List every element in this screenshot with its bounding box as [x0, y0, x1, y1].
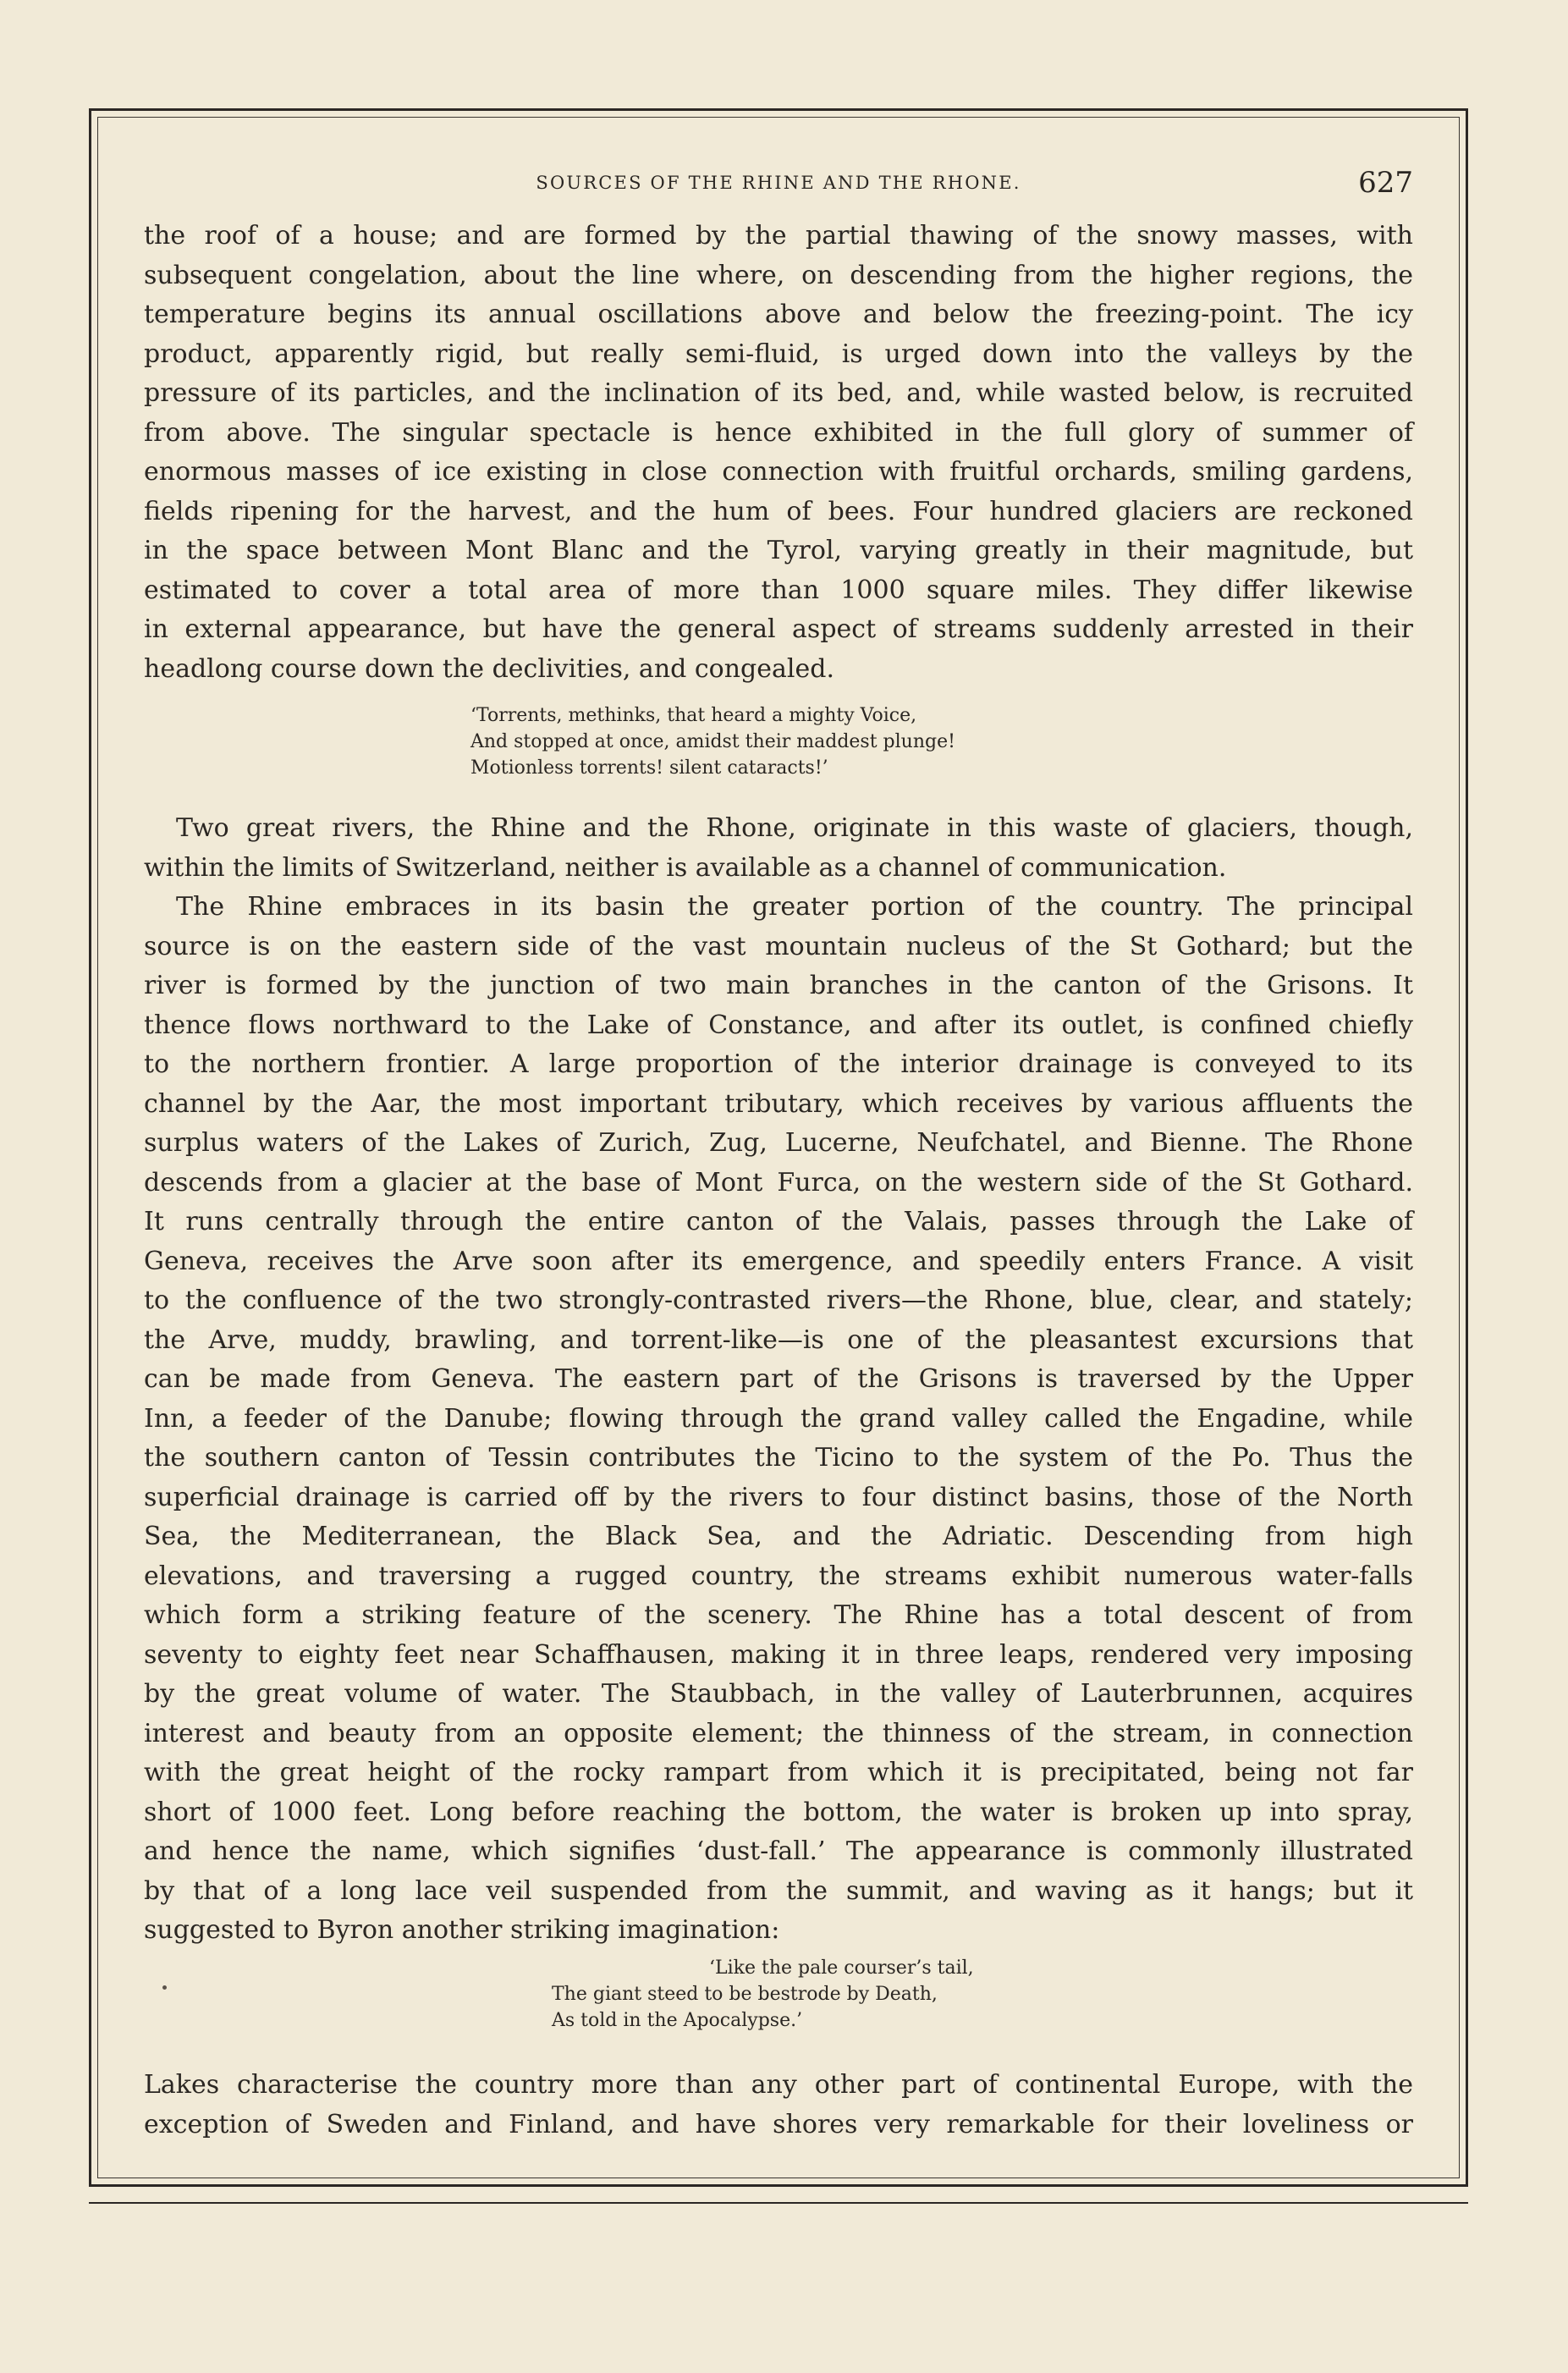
paragraph-glaciers: [144, 217, 1413, 689]
text-line: enormous masses of ice existing in close connection with fruitful orchards, smiling gardens,: [144, 457, 1413, 487]
quote-line: ‘Torrents, methinks, that heard a mighty Voice,: [470, 705, 917, 726]
quote-line: Motionless torrents! silent cataracts!’: [470, 757, 828, 779]
text-line: pressure of its particles, and the inclination of its bed, and, while wasted below, is recruited: [144, 378, 1413, 408]
text-line: and hence the name, which signifies ‘dust-fall.’ The appearance is commonly illustrated: [144, 1836, 1413, 1866]
text-line: in external appearance, but have the general aspect of streams suddenly arrested in their: [144, 614, 1413, 644]
text-line: the southern canton of Tessin contributes the Ticino to the system of the Po. Thus the: [144, 1443, 1413, 1473]
text-line: headlong course down the declivities, and congealed.: [144, 653, 834, 684]
text-line: subsequent congelation, about the line where, on descending from the higher regions, the: [144, 260, 1413, 290]
text-line: It runs centrally through the entire canton of the Valais, passes through the Lake of: [144, 1207, 1413, 1236]
paragraph-rhine-rhone: [144, 888, 1413, 1951]
text-line: interest and beauty from an opposite element; the thinness of the stream, in connection: [144, 1718, 1413, 1748]
text-line: with the great height of the rocky rampart from which it is precipitated, being not far: [144, 1758, 1413, 1787]
text-line: which form a striking feature of the scenery. The Rhine has a total descent of from: [144, 1600, 1413, 1630]
text-line: elevations, and traversing a rugged country, the streams exhibit numerous water-falls: [144, 1561, 1413, 1591]
text-line: descends from a glacier at the base of Mont Furca, on the western side of the St Gothard.: [144, 1167, 1413, 1198]
text-line: estimated to cover a total area of more than 1000 square miles. They differ likewise: [144, 575, 1413, 605]
paragraph-lakes: [144, 2066, 1413, 2145]
page-number: 627: [1358, 166, 1413, 200]
text-line: seventy to eighty feet near Schaffhausen, making it in three leaps, rendered very imposing: [144, 1639, 1413, 1670]
text-line: river is formed by the junction of two main branches in the canton of the Grisons. It: [144, 971, 1413, 1000]
text-line: exception of Sweden and Finland, and have shores very remarkable for their loveliness or: [144, 2109, 1413, 2139]
text-line: short of 1000 feet. Long before reaching the bottom, the water is broken up into spray,: [144, 1797, 1413, 1827]
text-line: the Arve, muddy, brawling, and torrent-like—is one of the pleasantest excursions that: [144, 1324, 1413, 1355]
running-title: SOURCES OF THE RHINE AND THE RHONE.: [536, 173, 1021, 193]
text-line: surplus waters of the Lakes of Zurich, Zug, Lucerne, Neufchatel, and Bienne. The Rhone: [144, 1128, 1413, 1158]
text-line: within the limits of Switzerland, neither is available as a channel of communication.: [144, 852, 1227, 883]
quote-line: As told in the Apocalypse.’: [552, 2010, 803, 2031]
text-line: to the northern frontier. A large proportion of the interior drainage is conveyed to its: [144, 1049, 1413, 1079]
text-line: to the confluence of the two strongly-contrasted rivers—the Rhone, blue, clear, and stately;: [144, 1286, 1413, 1315]
text-line: from above. The singular spectacle is hence exhibited in the full glory of summer of: [144, 417, 1413, 448]
bottom-rule: [89, 2202, 1468, 2204]
stray-ink-dot: [162, 1985, 167, 1990]
text-line: Inn, a feeder of the Danube; flowing through the grand valley called the Engadine, while: [144, 1403, 1413, 1434]
text-line: can be made from Geneva. The eastern part of the Grisons is traversed by the Upper: [144, 1364, 1413, 1394]
text-line: Two great rivers, the Rhine and the Rhone, originate in this waste of glaciers, though,: [176, 813, 1413, 843]
text-line: superficial drainage is carried off by the rivers to four distinct basins, those of the North: [144, 1482, 1413, 1512]
page-header: [144, 166, 1413, 208]
text-line: Lakes characterise the country more than any other part of continental Europe, with the: [144, 2070, 1413, 2100]
text-line: channel by the Aar, the most important tributary, which receives by various affluents the: [144, 1088, 1413, 1119]
text-line: The Rhine embraces in its basin the greater portion of the country. The principal: [176, 892, 1413, 922]
text-line: temperature begins its annual oscillations above and below the freezing-point. The icy: [144, 300, 1413, 329]
quote-line: And stopped at once, amidst their maddest plunge!: [470, 731, 955, 752]
quote-line: The giant steed to be bestrode by Death,: [552, 1984, 938, 2005]
text-line: product, apparently rigid, but really semi-fluid, is urged down into the valleys by the: [144, 339, 1413, 369]
text-line: suggested to Byron another striking imagination:: [144, 1915, 780, 1945]
text-line: by that of a long lace veil suspended from the summit, and waving as it hangs; but it: [144, 1875, 1413, 1906]
paragraph-two-rivers: [144, 809, 1413, 888]
text-line: source is on the eastern side of the vast mountain nucleus of the St Gothard; but the: [144, 931, 1413, 961]
text-line: thence flows northward to the Lake of Constance, and after its outlet, is confined chiefly: [144, 1010, 1413, 1040]
text-line: the roof of a house; and are formed by the partial thawing of the snowy masses, with: [144, 221, 1413, 251]
quote-torrents: [470, 702, 955, 781]
text-line: Sea, the Mediterranean, the Black Sea, and the Adriatic. Descending from high: [144, 1522, 1413, 1551]
text-line: in the space between Mont Blanc and the Tyrol, varying greatly in their magnitude, but: [144, 536, 1413, 565]
quote-byron: [552, 1955, 974, 2034]
text-line: fields ripening for the harvest, and the hum of bees. Four hundred glaciers are reckoned: [144, 496, 1413, 526]
text-line: Geneva, receives the Arve soon after its emergence, and speedily enters France. A visit: [144, 1246, 1413, 1276]
quote-line: ‘Like the pale courser’s tail,: [709, 1957, 974, 1979]
text-line: by the great volume of water. The Staubbach, in the valley of Lauterbrunnen, acquires: [144, 1679, 1413, 1709]
